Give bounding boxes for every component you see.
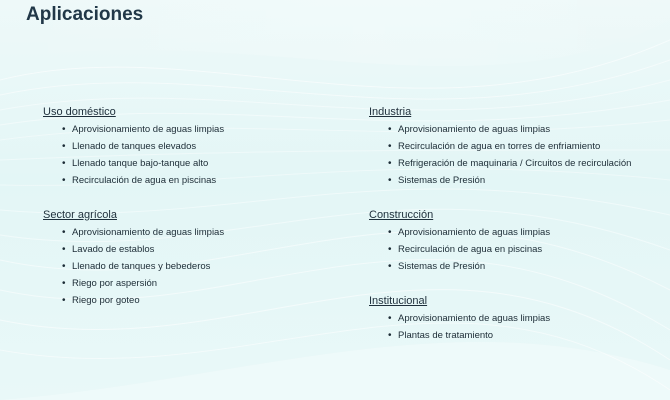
section-institucional: [369, 291, 664, 344]
section-list-sector-agricola: [43, 224, 343, 309]
list-item-text: Lavado de establos: [72, 244, 155, 255]
list-item: [369, 121, 664, 138]
list-item: [43, 224, 343, 241]
list-item-text: Riego por goteo: [72, 295, 140, 306]
list-item-text: Plantas de tratamiento: [398, 330, 494, 341]
list-item: [369, 327, 664, 344]
list-item-text: Sistemas de Presión: [398, 261, 486, 272]
list-item-text: Riego por aspersión: [72, 278, 158, 289]
list-item: [43, 121, 343, 138]
section-list-uso-domestico: [43, 121, 343, 189]
section-sector-agricola: [43, 205, 343, 309]
left-column: [43, 102, 343, 325]
list-item: [369, 310, 664, 327]
section-list-institucional: [369, 310, 664, 344]
bullet-icon: •: [388, 175, 392, 186]
section-title-uso-domestico[interactable]: Uso doméstico: [43, 106, 116, 118]
list-item-text: Llenado de tanques elevados: [72, 141, 197, 152]
list-item-text: Sistemas de Presión: [398, 175, 486, 186]
list-item-text: Llenado de tanques y bebederos: [72, 261, 211, 272]
list-item-text: Refrigeración de maquinaria / Circuitos de recirculación: [398, 158, 632, 169]
bullet-icon: •: [62, 295, 66, 306]
list-item: [369, 224, 664, 241]
bullet-icon: •: [62, 278, 66, 289]
list-item: [43, 258, 343, 275]
bullet-icon: •: [62, 244, 66, 255]
bullet-icon: •: [62, 175, 66, 186]
bullet-icon: •: [388, 124, 392, 135]
bullet-icon: •: [388, 330, 392, 341]
bullet-icon: •: [388, 141, 392, 152]
bullet-icon: •: [62, 141, 66, 152]
list-item-text: Aprovisionamiento de aguas limpias: [398, 313, 551, 324]
page-title: Aplicaciones: [26, 4, 144, 25]
list-item-text: Recirculación de agua en piscinas: [72, 175, 217, 186]
list-item: [43, 155, 343, 172]
bullet-icon: •: [388, 261, 392, 272]
list-item: [43, 275, 343, 292]
section-title-institucional[interactable]: Institucional: [369, 295, 428, 307]
bullet-icon: •: [62, 124, 66, 135]
list-item-text: Aprovisionamiento de aguas limpias: [398, 227, 551, 238]
bullet-icon: •: [388, 158, 392, 169]
list-item-text: Aprovisionamiento de aguas limpias: [72, 227, 225, 238]
list-item: [43, 172, 343, 189]
bullet-icon: •: [388, 313, 392, 324]
section-title-industria[interactable]: Industria: [369, 106, 412, 118]
bullet-icon: •: [388, 244, 392, 255]
list-item: [369, 172, 664, 189]
section-title-sector-agricola[interactable]: Sector agrícola: [43, 209, 117, 221]
list-item: [43, 138, 343, 155]
section-title-construccion[interactable]: Construcción: [369, 209, 434, 221]
list-item: [43, 292, 343, 309]
bullet-icon: •: [388, 227, 392, 238]
list-item-text: Recirculación de agua en piscinas: [398, 244, 543, 255]
right-column: [369, 102, 664, 360]
list-item-text: Llenado tanque bajo-tanque alto: [72, 158, 209, 169]
section-list-industria: [369, 121, 664, 189]
list-item-text: Aprovisionamiento de aguas limpias: [72, 124, 225, 135]
section-list-construccion: [369, 224, 664, 275]
bullet-icon: •: [62, 227, 66, 238]
list-item: [369, 155, 664, 172]
list-item: [369, 138, 664, 155]
list-item: [369, 258, 664, 275]
list-item-text: Recirculación de agua en torres de enfriamiento: [398, 141, 601, 152]
list-item: [43, 241, 343, 258]
section-uso-domestico: [43, 102, 343, 189]
section-industria: [369, 102, 664, 189]
bullet-icon: •: [62, 158, 66, 169]
section-construccion: [369, 205, 664, 275]
bullet-icon: •: [62, 261, 66, 272]
list-item: [369, 241, 664, 258]
list-item-text: Aprovisionamiento de aguas limpias: [398, 124, 551, 135]
